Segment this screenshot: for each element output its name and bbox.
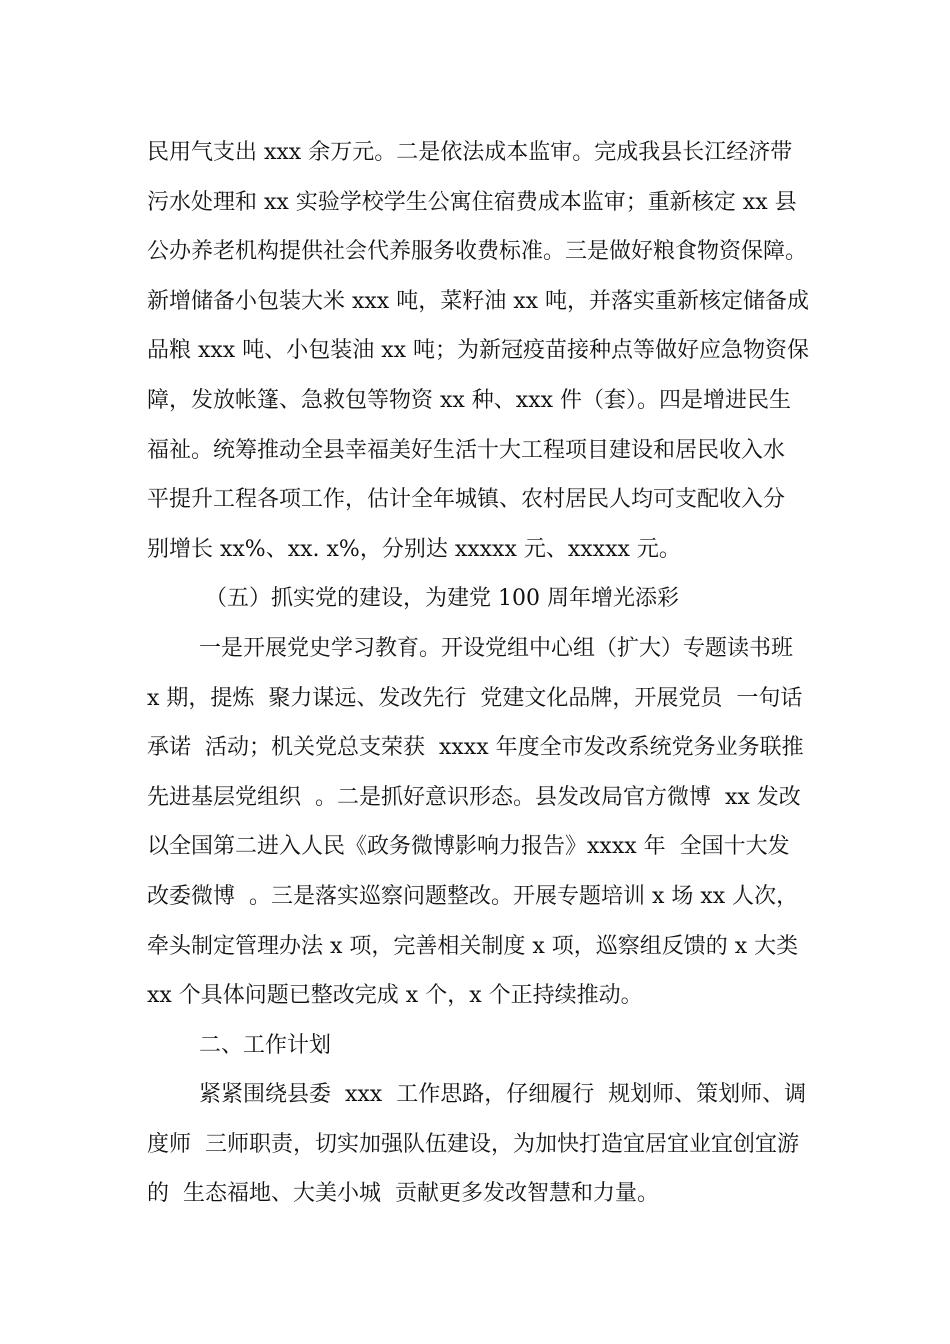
body-line: 承诺 活动；机关党总支荣获 xxxx 年度全市发改系统党务业务联推 [147, 735, 804, 761]
body-line: 改委微博 。三是落实巡察问题整改。开展专题培训 x 场 xx 人次， [147, 883, 799, 909]
paragraph-first-line: 紧紧围绕县委 xxx 工作思路，仔细履行 规划师、策划师、调 [199, 1082, 807, 1108]
section-heading: （五）抓实党的建设，为建党 100 周年增光添彩 [205, 586, 679, 612]
body-line: 先进基层党组织 。二是抓好意识形态。县发改局官方微博 xx 发改 [147, 784, 801, 810]
body-line: 障，发放帐篷、急救包等物资 xx 种、xxx 件（套）。四是增进民生 [147, 387, 792, 413]
body-line: 别增长 xx%、xx. x%，分别达 xxxxx 元、xxxxx 元。 [147, 536, 681, 562]
body-line: 牵头制定管理办法 x 项，完善相关制度 x 项，巡察组反馈的 x 大类 [147, 933, 799, 959]
paragraph-first-line: 一是开展党史学习教育。开设党组中心组（扩大）专题读书班 [199, 635, 794, 661]
body-line: 度师 三师职责，切实加强队伍建设，为加快打造宜居宜业宜创宜游 [147, 1131, 799, 1157]
body-line: x 期，提炼 聚力谋远、发改先行 党建文化品牌，开展党员 一句话 [147, 685, 803, 711]
body-line: 品粮 xxx 吨、小包装油 xx 吨；为新冠疫苗接种点等做好应急物资保 [147, 338, 810, 364]
body-line: 平提升工程各项工作，估计全年城镇、农村居民人均可支配收入分 [147, 487, 786, 513]
body-line: 民用气支出 xxx 余万元。二是依法成本监审。完成我县长江经济带 [147, 140, 793, 165]
body-line: xx 个具体问题已整改完成 x 个，x 个正持续推动。 [147, 983, 643, 1009]
body-line: 公办养老机构提供社会代养服务收费标准。三是做好粮食物资保障。 [147, 239, 808, 265]
document-body [147, 128, 827, 1219]
chapter-heading: 二、工作计划 [199, 1032, 332, 1058]
body-line: 污水处理和 xx 实验学校学生公寓住宿费成本监审；重新核定 xx 县 [147, 189, 797, 215]
body-line: 的 生态福地、大美小城 贡献更多发改智慧和力量。 [147, 1181, 659, 1207]
body-line: 以全国第二进入人民《政务微博影响力报告》xxxx 年 全国十大发 [147, 834, 790, 860]
body-line: 新增储备小包装大米 xxx 吨，菜籽油 xx 吨，并落实重新核定储备成 [147, 288, 810, 314]
body-line: 福祉。统筹推动全县幸福美好生活十大工程项目建设和居民收入水 [147, 437, 786, 463]
